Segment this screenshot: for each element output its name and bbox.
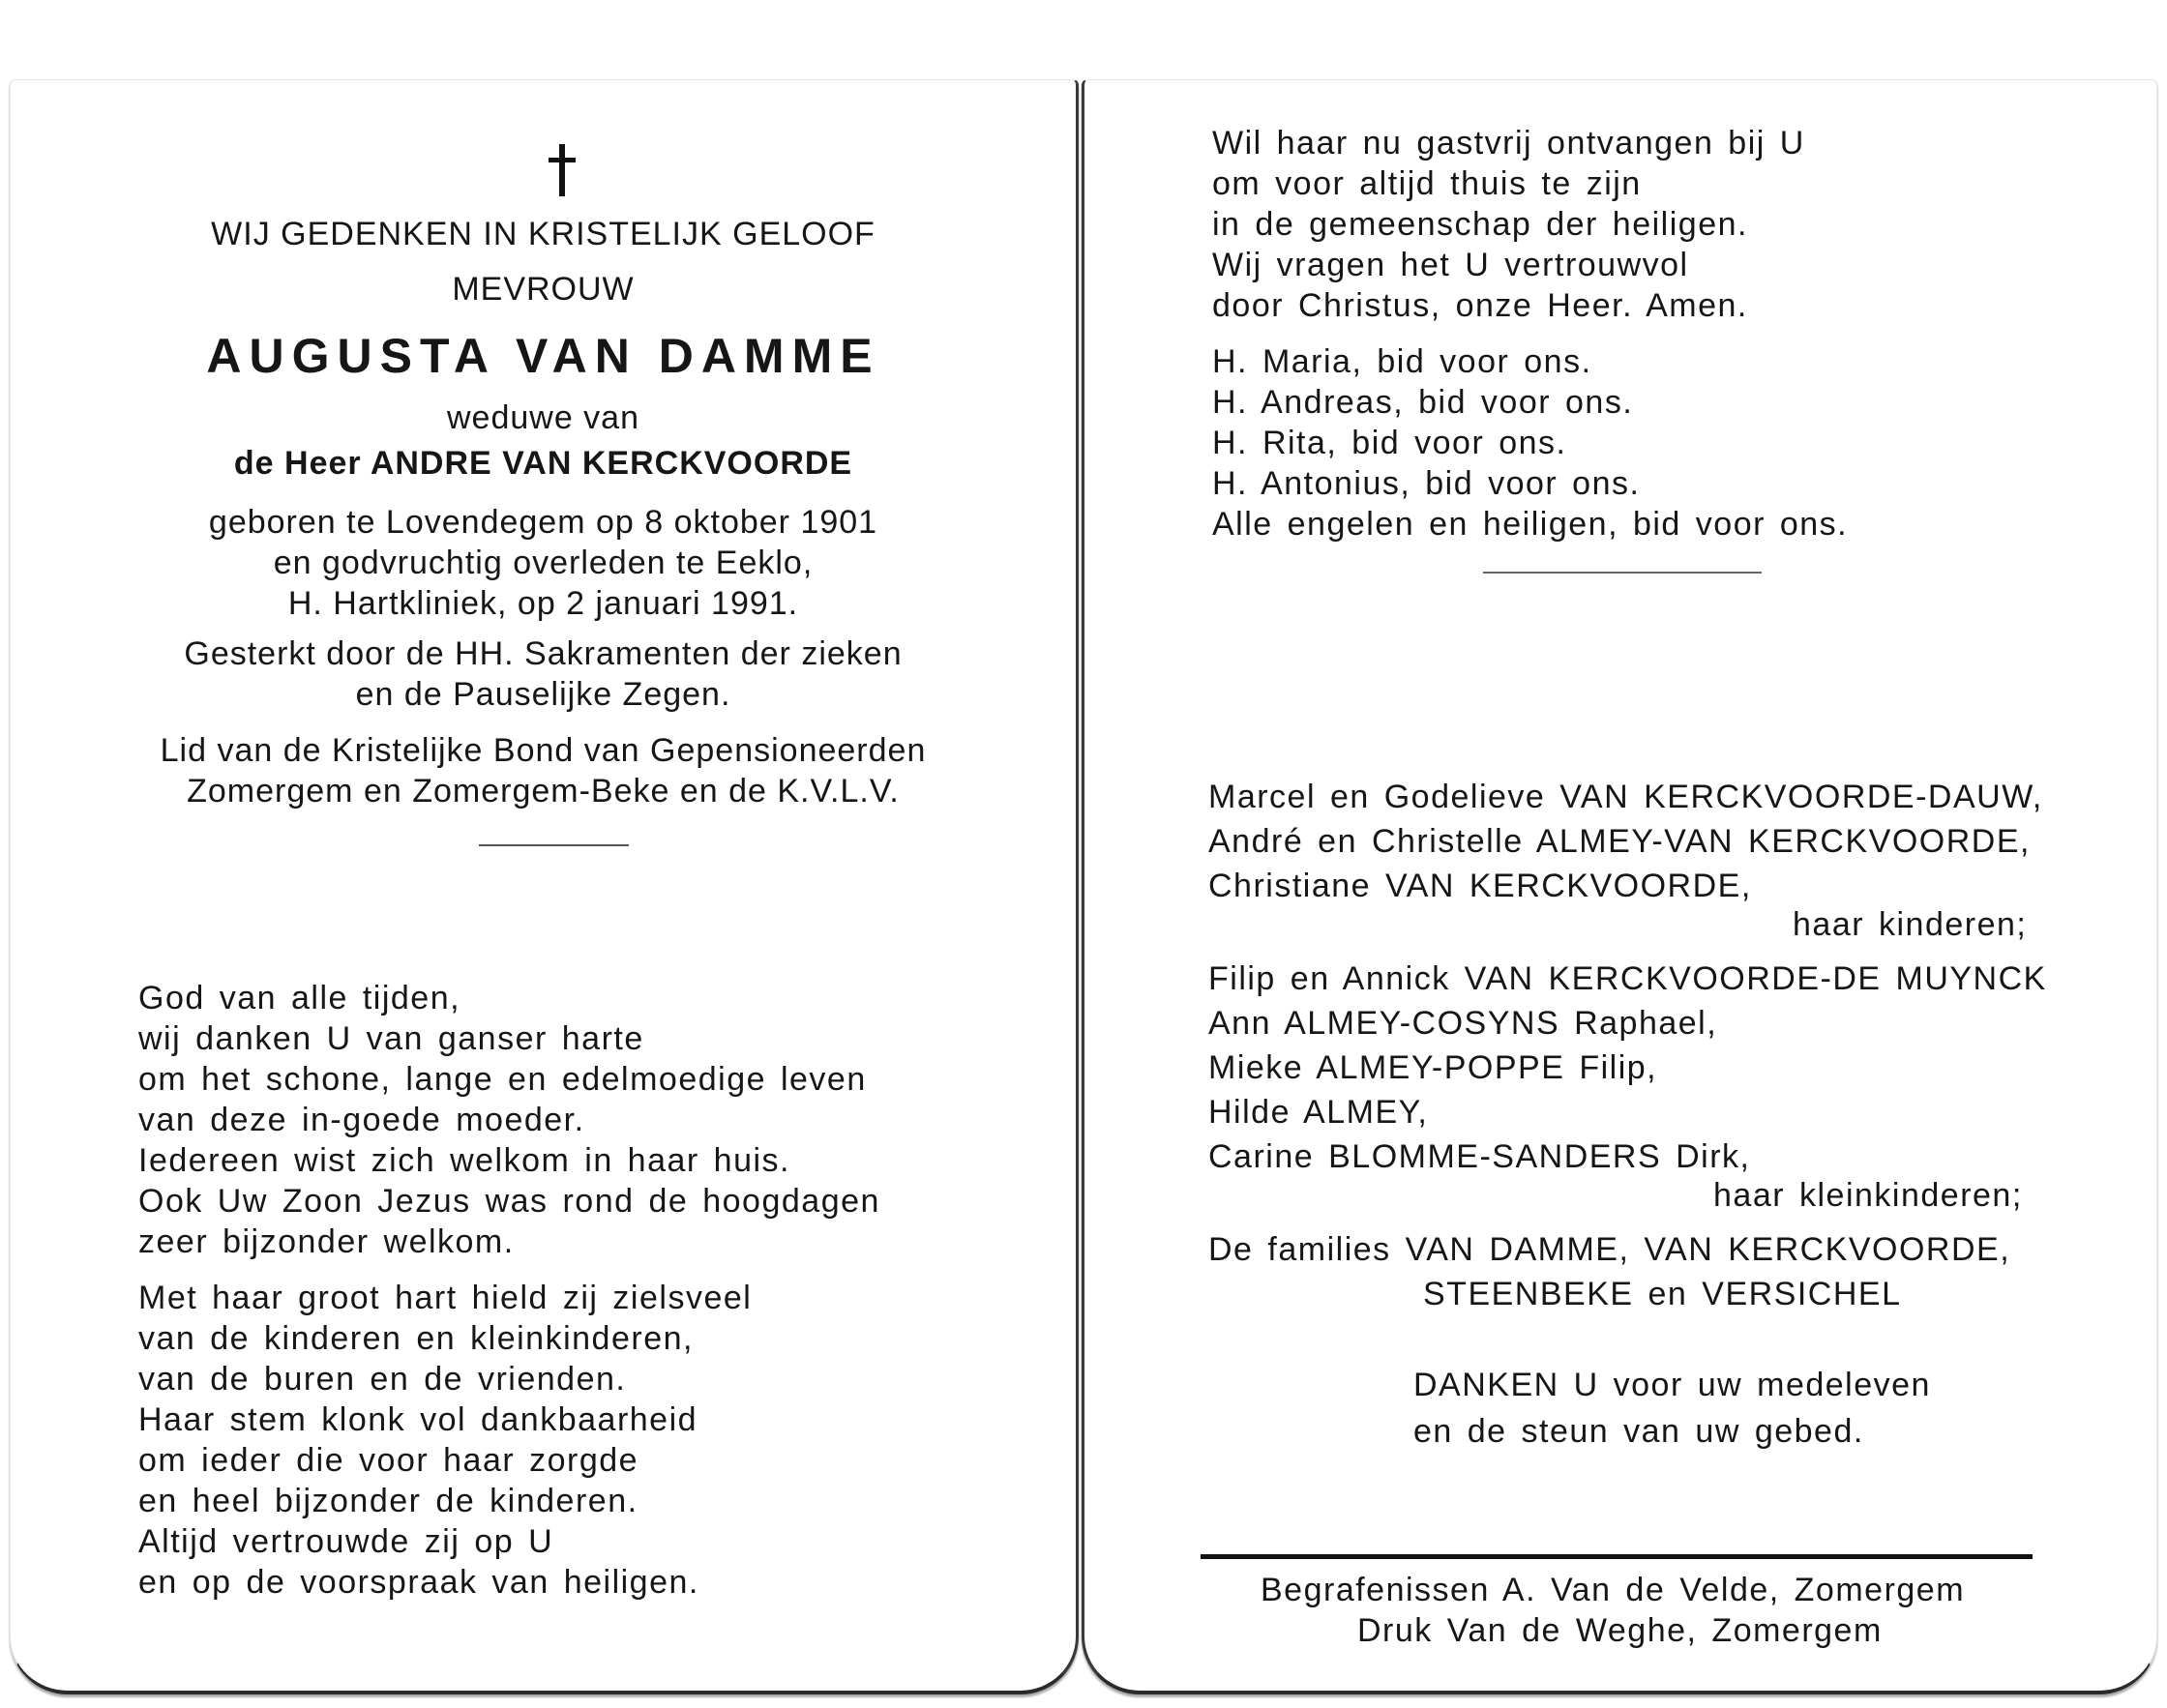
spouse-line xyxy=(11,445,1076,483)
invocation-line: H. Andreas, bid voor ons. xyxy=(1212,384,1634,421)
grandchild-line: Ann ALMEY-COSYNS Raphael, xyxy=(1208,1005,1718,1042)
families-line: De families VAN DAMME, VAN KERCKVOORDE, xyxy=(1208,1231,2011,1268)
divider xyxy=(479,844,629,846)
grandchild-line: Filip en Annick VAN KERCKVOORDE-DE MUYNCK xyxy=(1208,960,2047,997)
prayer-line: en heel bijzonder de kinderen. xyxy=(138,1483,638,1519)
child-line: Marcel en Godelieve VAN KERCKVOORDE-DAUW, xyxy=(1208,779,2043,815)
sacraments-line-1: Gesterkt door de HH. Sakramenten der zieken xyxy=(184,635,903,672)
prayer-line: Met haar groot hart hield zij zielsveel xyxy=(138,1280,753,1316)
grandchild-line: Carine BLOMME-SANDERS Dirk, xyxy=(1208,1138,1751,1175)
sacraments-line-2: en de Pauselijke Zegen. xyxy=(355,676,731,713)
membership-line-1: Lid van de Kristelijke Bond van Gepensioneerden xyxy=(160,732,927,769)
widow-of-label: weduwe van xyxy=(446,399,639,436)
membership-line-2: Zomergem en Zomergem-Beke en de K.V.L.V. xyxy=(187,773,900,810)
birth-line: geboren te Lovendegem op 8 oktober 1901 xyxy=(208,504,878,541)
prayer-line: wij danken U van ganser harte xyxy=(138,1020,644,1057)
prayer-line: om het schone, lange en edelmoedige leven xyxy=(138,1061,867,1098)
prayer-line: en op de voorspraak van heiligen. xyxy=(138,1564,699,1601)
memorial-intro: WIJ GEDENKEN IN KRISTELIJK GELOOF xyxy=(211,216,876,252)
families-line: STEENBEKE en VERSICHEL xyxy=(1423,1276,1902,1312)
spouse-prefix: de Heer xyxy=(233,445,362,482)
prayer-line: God van alle tijden, xyxy=(138,980,461,1016)
grandchild-line: Mieke ALMEY-POPPE Filip, xyxy=(1208,1049,1658,1086)
death-line: en godvruchtig overleden te Eeklo, xyxy=(273,545,814,581)
printer-line: Druk Van de Weghe, Zomergem xyxy=(1357,1612,1883,1649)
prayer-line: van de buren en de vrienden. xyxy=(138,1361,627,1398)
printer-line: Begrafenissen A. Van de Velde, Zomergem xyxy=(1261,1572,1966,1608)
prayer-line: Wil haar nu gastvrij ontvangen bij U xyxy=(1212,125,1805,162)
children-label: haar kinderen; xyxy=(1793,906,2028,943)
death-place-line: H. Hartkliniek, op 2 januari 1991. xyxy=(287,585,799,622)
prayer-line: Haar stem klonk vol dankbaarheid xyxy=(138,1401,698,1438)
prayer-line: in de gemeenschap der heiligen. xyxy=(1212,206,1748,243)
title-mevrouw: MEVROUW xyxy=(452,271,635,308)
child-line: André en Christelle ALMEY-VAN KERCKVOORDE, xyxy=(1208,823,2031,860)
thanks-line: DANKEN U voor uw medeleven xyxy=(1413,1367,1931,1403)
prayer-line: Wij vragen het U vertrouwvol xyxy=(1212,247,1689,283)
prayer-line: om ieder die voor haar zorgde xyxy=(138,1442,639,1479)
cross-icon xyxy=(533,142,591,200)
prayer-line: van de kinderen en kleinkinderen, xyxy=(138,1320,694,1357)
invocation-line: H. Maria, bid voor ons. xyxy=(1212,343,1592,380)
grandchild-line: Hilde ALMEY, xyxy=(1208,1094,1429,1131)
prayer-line: van deze in-goede moeder. xyxy=(138,1102,585,1138)
grandchildren-label: haar kleinkinderen; xyxy=(1713,1177,2023,1214)
child-line: Christiane VAN KERCKVOORDE, xyxy=(1208,868,1752,904)
prayer-line: zeer bijzonder welkom. xyxy=(138,1223,515,1260)
prayer-line: om voor altijd thuis te zijn xyxy=(1212,165,1642,202)
footer-rule xyxy=(1201,1554,2033,1559)
prayer-line: Iedereen wist zich welkom in haar huis. xyxy=(138,1142,790,1179)
deceased-name: AUGUSTA VAN DAMME xyxy=(206,329,880,383)
prayer-line: door Christus, onze Heer. Amen. xyxy=(1212,287,1748,324)
thanks-line: en de steun van uw gebed. xyxy=(1413,1413,1864,1450)
spouse-name: ANDRE VAN KERCKVOORDE xyxy=(370,445,853,482)
invocation-line: Alle engelen en heiligen, bid voor ons. xyxy=(1212,506,1849,543)
prayer-line: Ook Uw Zoon Jezus was rond de hoogdagen xyxy=(138,1183,880,1220)
memorial-card-front xyxy=(10,79,1079,1694)
prayer-line: Altijd vertrouwde zij op U xyxy=(138,1523,554,1560)
divider xyxy=(1483,572,1762,574)
memorial-card-back xyxy=(1082,79,2157,1694)
invocation-line: H. Rita, bid voor ons. xyxy=(1212,425,1567,461)
invocation-line: H. Antonius, bid voor ons. xyxy=(1212,465,1641,502)
